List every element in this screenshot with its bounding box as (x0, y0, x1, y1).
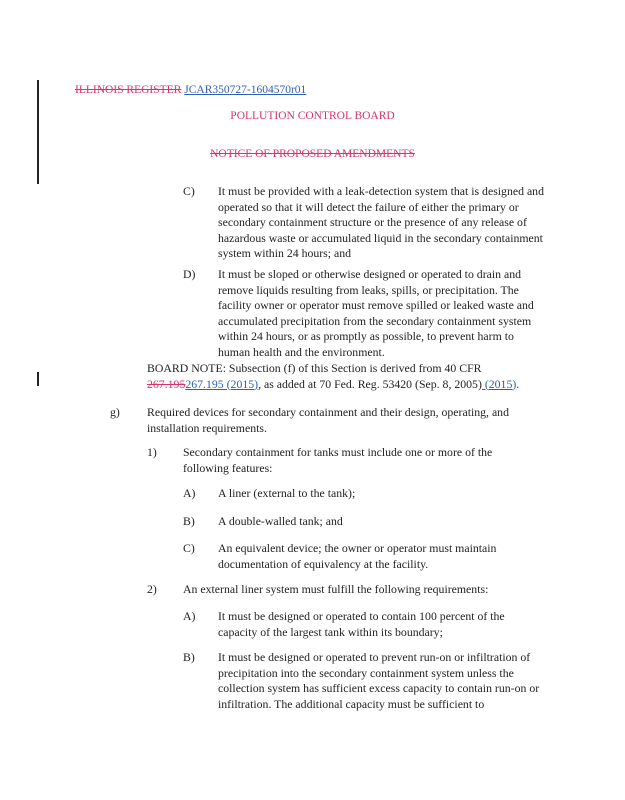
register-struck-text: ILLINOIS REGISTER (75, 84, 182, 96)
item-label: C) (183, 184, 195, 198)
item-text: It must be designed or operated to contain 100 percent of the capacity of the largest tank within its boundary; (218, 609, 505, 639)
paragraph-text: An external liner system must fulfill the following requirements: (183, 582, 489, 596)
paragraph-label: 1) (147, 445, 157, 459)
item-text: It must be provided with a leak-detection system that is designed and operated so that it will detect the failure of either the primary or secondary containment structure or the presence of any release of hazardous waste or accumulated liquid in the secondary containment system within 24 hours; and (218, 184, 544, 261)
jcar-code: JCAR350727-1604570r01 (184, 84, 307, 96)
notice-title: NOTICE OF PROPOSED AMENDMENTS (210, 148, 415, 160)
paragraph-label: 2) (147, 582, 157, 596)
change-bar-note (37, 372, 39, 386)
item-text: It must be designed or operated to prevent run-on or infiltration of precipitation into the secondary containment system unless the collection system has sufficient excess capacity to contain run-on or infiltration. The additional capacity must be sufficient to (218, 650, 540, 711)
subsection-text: Required devices for secondary containment and their design, operating, and installation requirements. (147, 405, 509, 435)
item-label: A) (183, 609, 196, 623)
board-note-line2 (147, 377, 547, 393)
item-label: C) (183, 541, 195, 555)
item-text: A double-walled tank; and (218, 514, 343, 528)
item-text: A liner (external to the tank); (218, 486, 356, 500)
item-text: It must be sloped or otherwise designed or operated to drain and remove liquids resulting from leaks, spills, or precipitation. The facility owner or operator must remove spilled or leaked waste and accumulated precipitation from the secondary containment system within 24 hours, or as promptly as possible, to prevent harm to human health and the environment. (218, 267, 534, 359)
note-mid: , as added at 70 Fed. Reg. 53420 (Sep. 8, 2005) (258, 376, 482, 391)
note-end: . (516, 376, 520, 391)
board-note (147, 361, 547, 392)
item-label: D) (183, 267, 196, 281)
item-label: B) (183, 514, 195, 528)
note-inserted-cite: 267.195 (2015) (185, 376, 259, 391)
register-header (75, 84, 306, 96)
item-label: A) (183, 486, 196, 500)
item-text: An equivalent device; the owner or operator must maintain documentation of equivalency at the facility. (218, 541, 497, 571)
board-title: POLLUTION CONTROL BOARD (230, 110, 395, 122)
subsection-label: g) (110, 405, 120, 419)
board-note-line1: BOARD NOTE: Subsection (f) of this Section is derived from 40 CFR (147, 361, 482, 375)
note-struck-cite: 267.195 (147, 376, 186, 391)
note-inserted-year: (2015) (481, 376, 517, 391)
item-label: B) (183, 650, 195, 664)
paragraph-text: Secondary containment for tanks must include one or more of the following features: (183, 445, 493, 475)
change-bar-top (37, 80, 39, 184)
